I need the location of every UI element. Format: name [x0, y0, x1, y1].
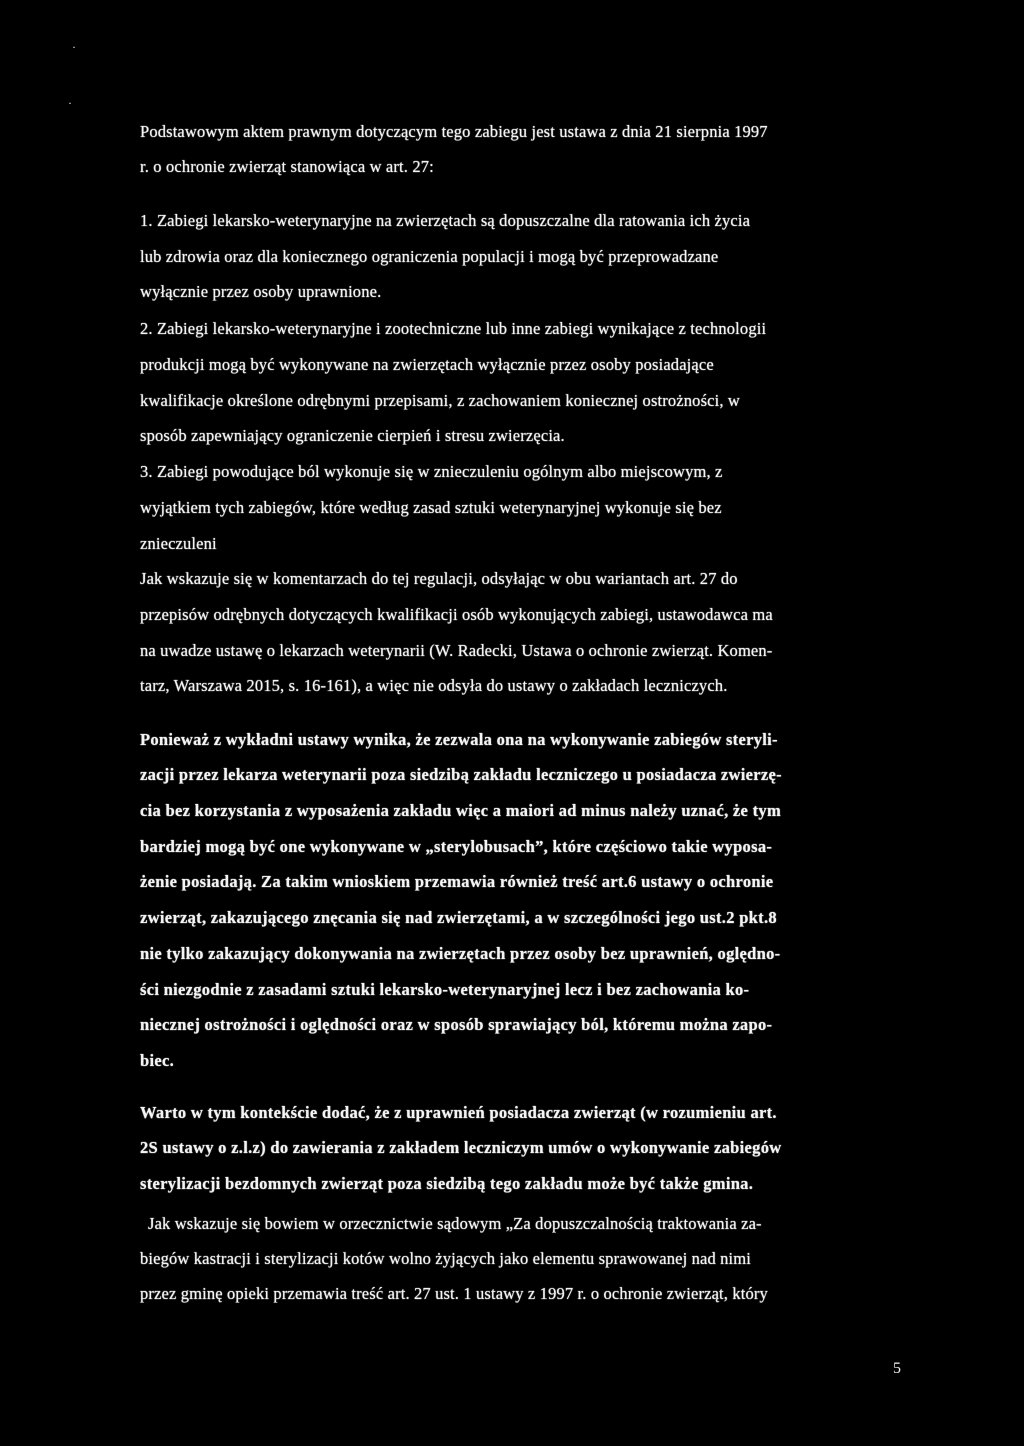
text-line: Jak wskazuje się w komentarzach do tej regulacji, odsyłając w obu wariantach art. 27 do: [140, 569, 738, 588]
text-line: znieczuleni: [140, 534, 217, 553]
text-line: niecznej ostrożności i oględności oraz w sposób sprawiający ból, któremu można zapo-: [140, 1015, 773, 1034]
text-line: 2. Zabiegi lekarsko-weterynaryjne i zootechniczne lub inne zabiegi wynikające z technologii: [140, 319, 767, 338]
text-line: kwalifikacje określone odrębnymi przepisami, z zachowaniem koniecznej ostrożności, w: [140, 391, 740, 410]
text-line: Podstawowym aktem prawnym dotyczącym tego zabiegu jest ustawa z dnia 21 sierpnia 1997: [140, 122, 768, 141]
text-line: Warto w tym kontekście dodać, że z uprawnień posiadacza zwierząt (w rozumieniu art.: [140, 1103, 777, 1122]
text-line: biec.: [140, 1051, 175, 1070]
text-line: przez gminę opieki przemawia treść art. 27 ust. 1 ustawy z 1997 r. o ochronie zwierząt, który: [140, 1284, 768, 1303]
text-line: zwierząt, zakazującego znęcania się nad zwierzętami, a w szczególności jego ust.2 pkt.8: [140, 908, 777, 927]
text-line: wyłącznie przez osoby uprawnione.: [140, 282, 382, 301]
text-line: cia bez korzystania z wyposażenia zakładu więc a maiori ad minus należy uznać, że tym: [140, 801, 781, 820]
text-line: sterylizacji bezdomnych zwierząt poza siedzibą tego zakładu może być także gmina.: [140, 1174, 754, 1193]
text-line: Ponieważ z wykładni ustawy wynika, że zezwala ona na wykonywanie zabiegów steryli-: [140, 730, 778, 749]
text-line: żenie posiadają. Za takim wnioskiem przemawia również treść art.6 ustawy o ochronie: [140, 872, 774, 891]
text-line: zacji przez lekarza weterynarii poza siedzibą zakładu leczniczego u posiadacza zwierzę-: [140, 765, 782, 784]
text-line: 2S ustawy o z.l.z) do zawierania z zakładem leczniczym umów o wykonywanie zabiegów: [140, 1138, 782, 1157]
text-line: biegów kastracji i sterylizacji kotów wolno żyjących jako elementu sprawowanej nad nimi: [140, 1249, 751, 1268]
page-number: 5: [893, 1360, 901, 1377]
text-line: ści niezgodnie z zasadami sztuki lekarsko-weterynaryjnej lecz i bez zachowania ko-: [140, 980, 750, 999]
text-line: tarz, Warszawa 2015, s. 16-161), a więc nie odsyła do ustawy o zakładach leczniczych.: [140, 676, 728, 695]
text-line: 1. Zabiegi lekarsko-weterynaryjne na zwierzętach są dopuszczalne dla ratowania ich życia: [140, 211, 751, 230]
text-line: lub zdrowia oraz dla koniecznego ograniczenia populacji i mogą być przeprowadzane: [140, 247, 719, 266]
scan-speck: ·: [68, 96, 72, 110]
text-line: Jak wskazuje się bowiem w orzecznictwie sądowym „Za dopuszczalnością traktowania za-: [148, 1214, 762, 1233]
text-line: produkcji mogą być wykonywane na zwierzętach wyłącznie przez osoby posiadające: [140, 355, 714, 374]
text-line: wyjątkiem tych zabiegów, które według zasad sztuki weterynaryjnej wykonuje się bez: [140, 498, 722, 517]
text-line: sposób zapewniający ograniczenie cierpień i stresu zwierzęcia.: [140, 426, 565, 445]
text-line: na uwadze ustawę o lekarzach weterynarii (W. Radecki, Ustawa o ochronie zwierząt. Komen-: [140, 641, 773, 660]
text-line: r. o ochronie zwierząt stanowiąca w art. 27:: [140, 157, 434, 176]
text-line: nie tylko zakazujący dokonywania na zwierzętach przez osoby bez uprawnień, oględno-: [140, 944, 781, 963]
text-line: 3. Zabiegi powodujące ból wykonuje się w znieczuleniu ogólnym albo miejscowym, z: [140, 462, 723, 481]
text-line: bardziej mogą być one wykonywane w „sterylobusach”, które częściowo takie wyposa-: [140, 837, 773, 856]
scan-speck: ·: [72, 40, 76, 54]
text-line: przepisów odrębnych dotyczących kwalifikacji osób wykonujących zabiegi, ustawodawca ma: [140, 605, 773, 624]
